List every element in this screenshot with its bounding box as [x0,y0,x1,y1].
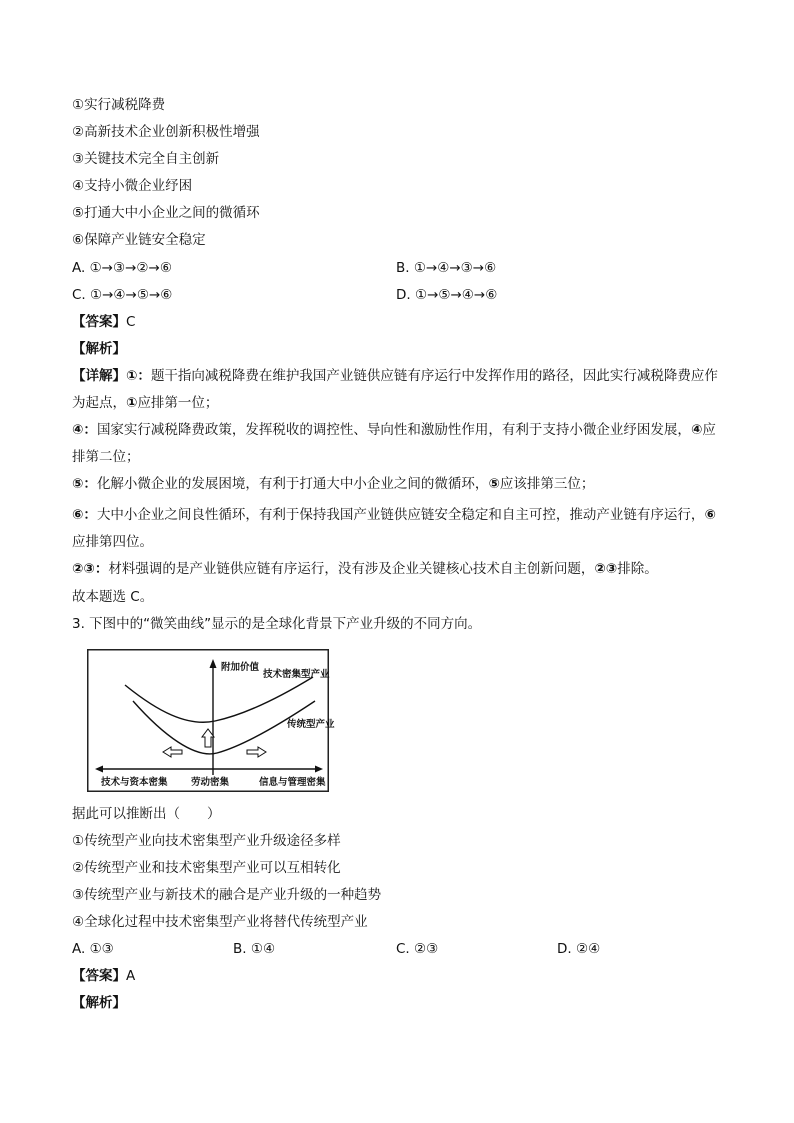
smile-curve-diagram [87,649,335,792]
q3-item-2: ②传统型产业和技术密集型产业可以互相转化 [72,860,341,876]
q2-option-b: B. ①→④→③→⑥ [396,260,497,276]
answer-tag: 【答案】 [72,314,126,330]
x-label-middle: 劳动密集 [191,777,230,788]
detail-text: 材料强调的是产业链供应链有序运行，没有涉及企业关键核心技术自主创新问题， [108,561,595,577]
q2-item-3: ③关键技术完全自主创新 [72,151,220,167]
detail-strong: ④ [690,422,703,438]
q2-item-1: ①实行减税降费 [72,97,166,113]
detail-strong: ① [126,395,138,411]
x-label-left: 技术与资本密集 [101,777,168,788]
detail-tail: 应排第二位； [72,422,716,465]
x-axis-left-arrowhead [95,766,103,773]
q3-answer [72,966,135,986]
q2-answer [72,312,135,332]
q3-prompt: 据此可以推断出（ ） [72,806,221,822]
lower-curve-label: 传统型产业 [287,719,335,730]
detail-lead: ②③： [72,561,109,577]
q3-option-b: B. ①④ [233,941,276,957]
detail-lead: 【详解】①： [72,368,151,384]
detail-text: 化解小微企业的发展困境，有利于打通大中小企业之间的微循环， [96,476,489,492]
x-axis-right-arrowhead [315,766,323,773]
q2-option-d: D. ①→⑤→④→⑥ [396,287,498,303]
q2-analysis-tag: 【解析】 [72,341,126,357]
detail-paragraph-5 [72,556,726,583]
y-axis-arrowhead [210,659,217,668]
smile-curve-svg [87,649,335,792]
detail-text: 大中小企业之间良性循环，有利于保持我国产业链供应链安全稳定和自主可控，推动产业链有序运行， [96,507,705,523]
answer-tag: 【答案】 [72,968,126,984]
detail-paragraph-2 [72,417,726,471]
q2-item-2: ②高新技术企业创新积极性增强 [72,124,260,140]
q2-item-5: ⑤打通大中小企业之间的微循环 [72,205,260,221]
q3-item-1: ①传统型产业向技术密集型产业升级途径多样 [72,833,341,849]
q3-item-4: ④全球化过程中技术密集型产业将替代传统型产业 [72,914,368,930]
detail-paragraph-3 [72,471,726,498]
q2-item-6: ⑥保障产业链安全稳定 [72,232,206,248]
detail-strong: ②③ [594,561,618,577]
detail-tail: 应排第四位。 [72,534,153,550]
detail-paragraph-1 [72,363,726,417]
detail-paragraph-4 [72,502,726,556]
upgrade-left-arrow-icon [163,747,182,757]
q3-analysis-tag: 【解析】 [72,995,126,1011]
answer-value: A [126,968,136,984]
detail-lead: ④： [72,422,97,438]
detail-tail: 应该排第三位； [499,476,595,492]
detail-text: 国家实行减税降费政策，发挥税收的调控性、导向性和激励性作用，有利于支持小微企业纾困发展， [96,422,691,438]
upper-smile-curve [125,677,313,722]
upgrade-up-arrow-icon [202,729,214,747]
q3-item-3: ③传统型产业与新技术的融合是产业升级的一种趋势 [72,887,382,903]
q2-item-4: ④支持小微企业纾困 [72,178,193,194]
detail-tail: 排除。 [617,561,658,577]
q3-option-d: D. ②④ [557,941,601,957]
upgrade-right-arrow-icon [247,747,266,757]
q2-option-a: A. ①→③→②→⑥ [72,260,172,276]
q3-stem: 3. 下图中的“微笑曲线”显示的是全球化背景下产业升级的不同方向。 [72,616,482,632]
q2-conclusion: 故本题选 C。 [72,589,154,605]
answer-value: C [126,314,136,330]
q3-option-a: A. ①③ [72,941,114,957]
x-label-right: 信息与管理密集 [259,777,326,788]
detail-tail: 应排第一位； [137,395,219,411]
q2-option-c: C. ①→④→⑤→⑥ [72,287,173,303]
detail-lead: ⑤： [72,476,97,492]
detail-strong: ⑤ [488,476,500,492]
q3-option-c: C. ②③ [396,941,439,957]
detail-text: 题干指向减税降费在维护我国产业链供应链有序运行中发挥作用的路径，因此实行减税降费应作为起点， [72,368,718,411]
upper-curve-label: 技术密集型产业 [263,669,330,680]
detail-strong: ⑥ [704,507,716,523]
y-axis-label: 附加价值 [221,662,260,673]
detail-lead: ⑥： [72,507,97,523]
